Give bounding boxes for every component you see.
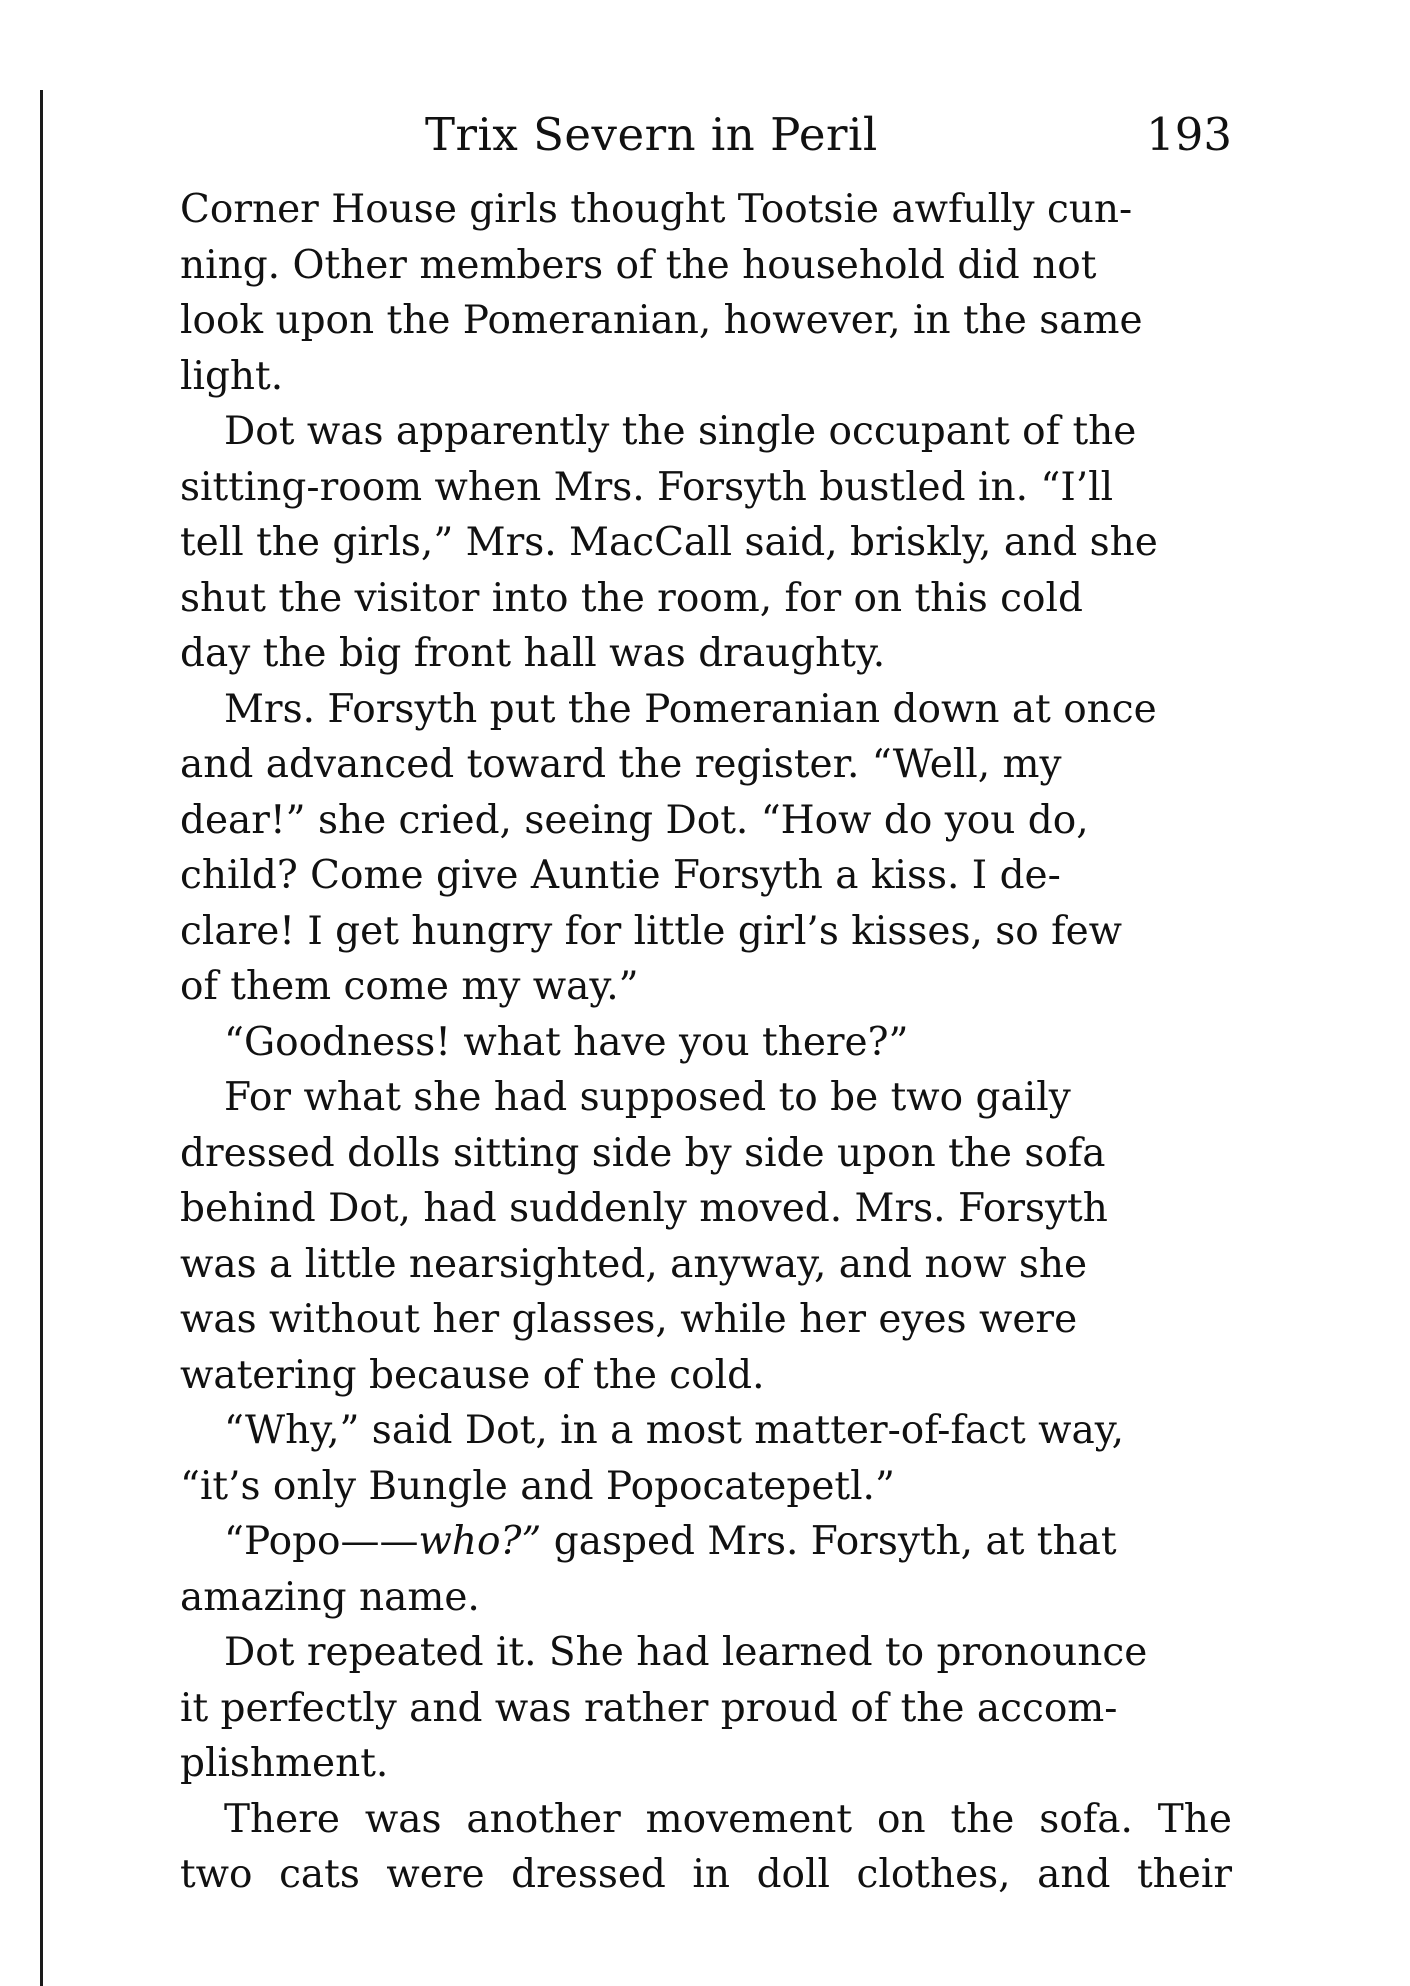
page-number: 193 xyxy=(1146,108,1232,161)
paragraph: Dot was apparently the single occupant of the sitting-room when Mrs. Forsyth bustled in. “I’ll tell the girls,” Mrs. MacCall said, briskly, and she shut the visitor into the room, for on this cold day the big front hall was draughty. xyxy=(180,409,1158,676)
paragraph: For what she had supposed to be two gaily dressed dolls sitting side by side upon the sofa behind Dot, had suddenly moved. Mrs. Forsyth was a little nearsighted, anyway, and now she was without her glasses, while her eyes were watering because of the cold. xyxy=(180,1075,1108,1398)
running-header xyxy=(180,108,1232,170)
body-text xyxy=(180,182,1232,1903)
paragraph: “Popo——who?” gasped Mrs. Forsyth, at that amazing name. xyxy=(180,1519,1117,1620)
running-title: Trix Severn in Peril xyxy=(425,108,878,161)
paragraph: “Goodness! what have you there?” xyxy=(224,1019,909,1065)
italic-who: who?” xyxy=(418,1519,542,1564)
book-page xyxy=(180,108,1232,1903)
paragraph: Corner House girls thought Tootsie awfully cun- ning. Other members of the household did not look upon the Pomeranian, however, in the same light. xyxy=(180,187,1143,399)
paragraph: Mrs. Forsyth put the Pomeranian down at once and advanced toward the register. “Well, my dear!” she cried, seeing Dot. “How do you do, child? Come give Auntie Forsyth a kiss. I de- clare! I get hungry for little girl’s kisses, so few of them come my way.” xyxy=(180,686,1157,1009)
page-gutter-line xyxy=(40,90,43,1986)
paragraph: “Why,” said Dot, in a most matter-of-fact way, “it’s only Bungle and Popocatepetl.” xyxy=(180,1408,1124,1509)
paragraph: Dot repeated it. She had learned to pronounce it perfectly and was rather proud of the accom- plishment. xyxy=(180,1630,1148,1786)
paragraph: There was another movement on the sofa. The two cats were dressed in doll clothes, and their xyxy=(180,1796,1232,1897)
